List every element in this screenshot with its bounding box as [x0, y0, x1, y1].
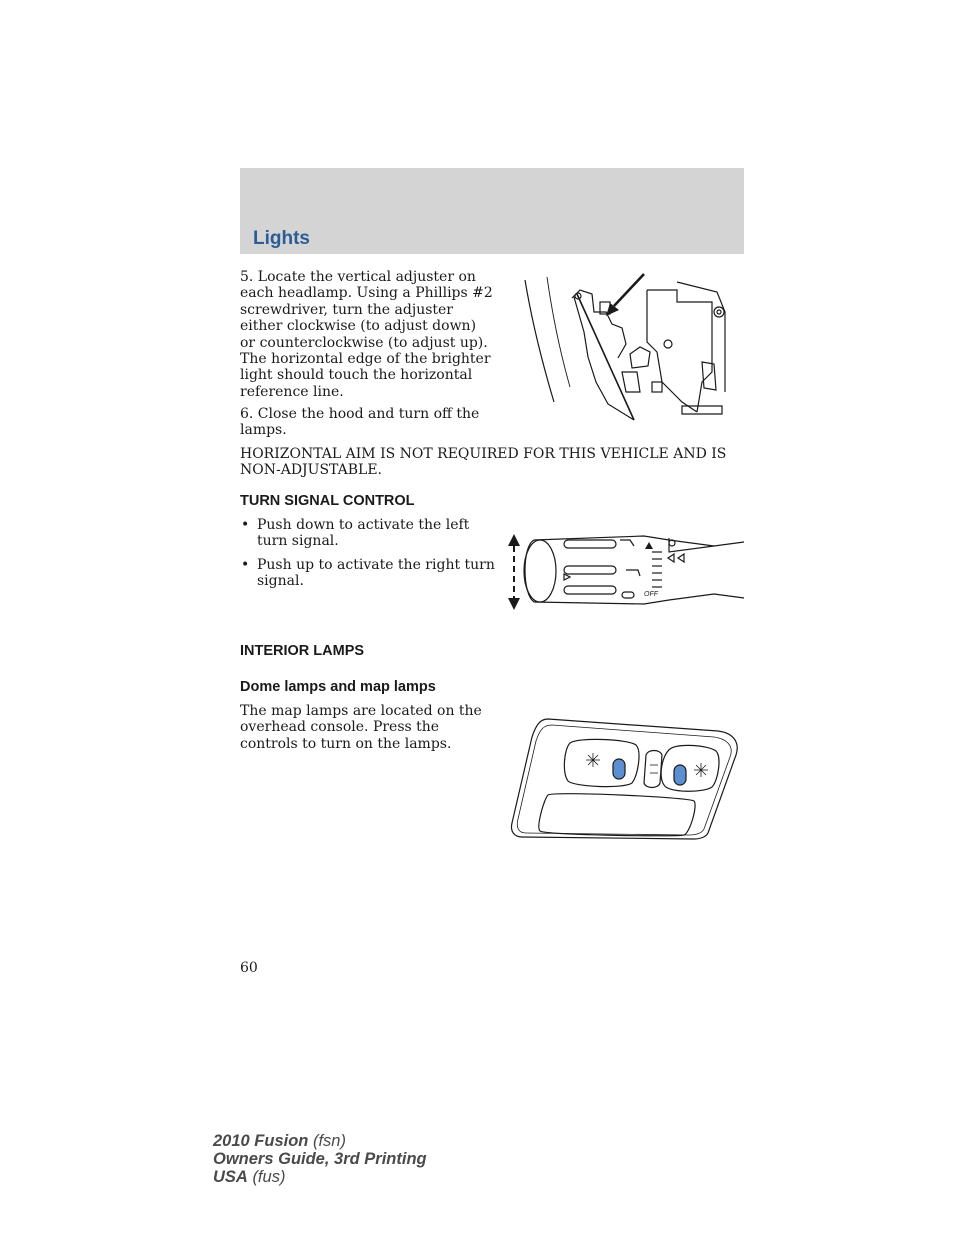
- stalk-off-label: OFF: [644, 591, 658, 598]
- bullet-icon: •: [241, 556, 250, 573]
- interior-lamps-heading: INTERIOR LAMPS: [240, 643, 365, 659]
- section-title: Lights: [253, 228, 310, 249]
- list-item: [240, 517, 495, 550]
- page-number: 60: [240, 960, 258, 976]
- step-5-text: 5. Locate the vertical adjuster on each headlamp. Using a Phillips #2 screwdriver, turn the adjuster either clockwise (to adjust down) or counterclockwise (to adjust up). The horizontal edge of the brighter light should touch the horizontal reference line.: [240, 269, 493, 400]
- footer-model-code: (fsn): [312, 1132, 346, 1150]
- overhead-console-illustration: [508, 715, 740, 841]
- footer: [213, 1132, 427, 1186]
- bullet-text: Push up to activate the right turn signal.: [257, 556, 495, 590]
- footer-line-2: [213, 1150, 427, 1168]
- step-6-text: 6. Close the hood and turn off the lamps.: [240, 406, 480, 439]
- list-item: [240, 557, 495, 590]
- map-lamps-text: The map lamps are located on the overhead console. Press the controls to turn on the lamps.: [240, 703, 482, 752]
- footer-market-code: (fus): [252, 1168, 286, 1186]
- left-map-lamp-button[interactable]: [613, 759, 625, 779]
- bullet-text: Push down to activate the left turn signal.: [257, 517, 470, 550]
- turn-signal-heading: TURN SIGNAL CONTROL: [240, 493, 415, 509]
- headlamp-adjuster-illustration: [522, 272, 728, 422]
- footer-line-3: [213, 1168, 427, 1186]
- bullet-icon: •: [241, 517, 250, 533]
- footer-guide: Owners Guide, 3rd Printing: [213, 1150, 427, 1168]
- dome-lamps-subheading: Dome lamps and map lamps: [240, 679, 436, 695]
- header-band: [240, 168, 744, 254]
- horizontal-aim-note: HORIZONTAL AIM IS NOT REQUIRED FOR THIS VEHICLE AND IS NON-ADJUSTABLE.: [240, 446, 727, 479]
- right-map-lamp-button[interactable]: [674, 765, 686, 785]
- turn-signal-stalk-illustration: [504, 532, 746, 612]
- turn-signal-bullets: [240, 517, 495, 597]
- footer-market: USA: [213, 1168, 248, 1186]
- footer-line-1: [213, 1132, 427, 1150]
- footer-model: 2010 Fusion: [213, 1132, 309, 1150]
